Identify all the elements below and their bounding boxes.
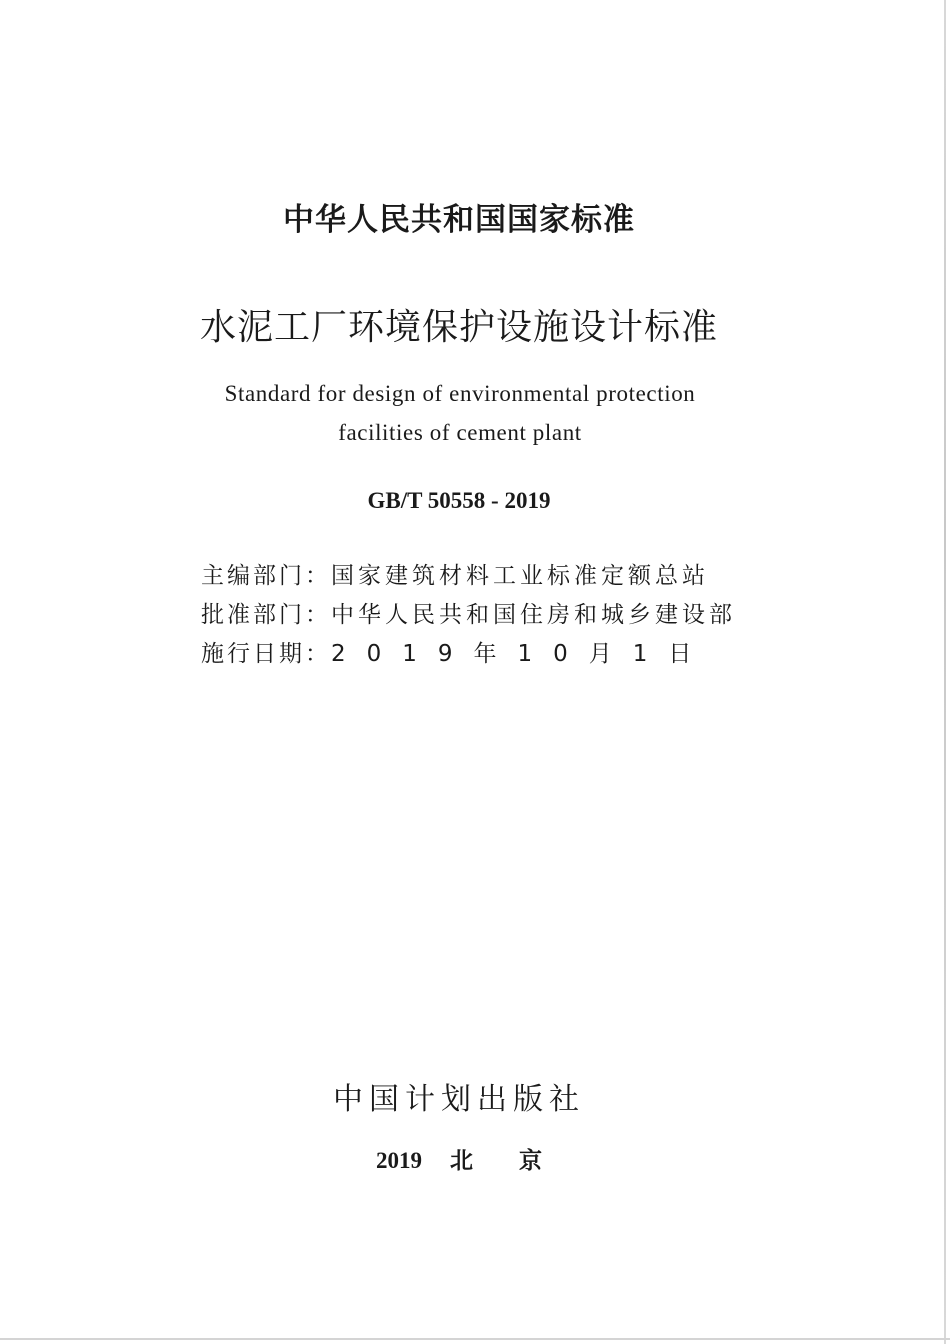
publisher-name: 中国计划出版社 [333, 1082, 585, 1117]
publication-place [0, 1142, 934, 1175]
title-english-line-2: facilities of cement plant [338, 420, 582, 445]
publication-year: 2019 [376, 1148, 422, 1173]
meta-key-editor: 主编部门： [201, 563, 331, 589]
meta-key-approver: 批准部门： [201, 602, 331, 628]
publication-city: 北京 [450, 1148, 588, 1173]
meta-value-effective-date: 2019年10月1日 [331, 641, 713, 667]
meta-row-approver [201, 596, 736, 629]
national-standard-heading: 中华人民共和国国家标准 [283, 202, 635, 238]
meta-key-effective-date: 施行日期： [201, 641, 331, 667]
meta-row-editor [201, 557, 709, 590]
page-edge-right [944, 0, 946, 1344]
meta-value-editor: 国家建筑材料工业标准定额总站 [331, 563, 709, 589]
title-chinese: 水泥工厂环境保护设施设计标准 [199, 307, 718, 348]
standard-code: GB/T 50558 - 2019 [367, 488, 551, 513]
title-english-line-1: Standard for design of environmental protection [224, 381, 696, 406]
page-edge-bottom [0, 1338, 950, 1340]
meta-value-approver: 中华人民共和国住房和城乡建设部 [331, 602, 736, 628]
meta-row-effective-date [201, 635, 712, 668]
